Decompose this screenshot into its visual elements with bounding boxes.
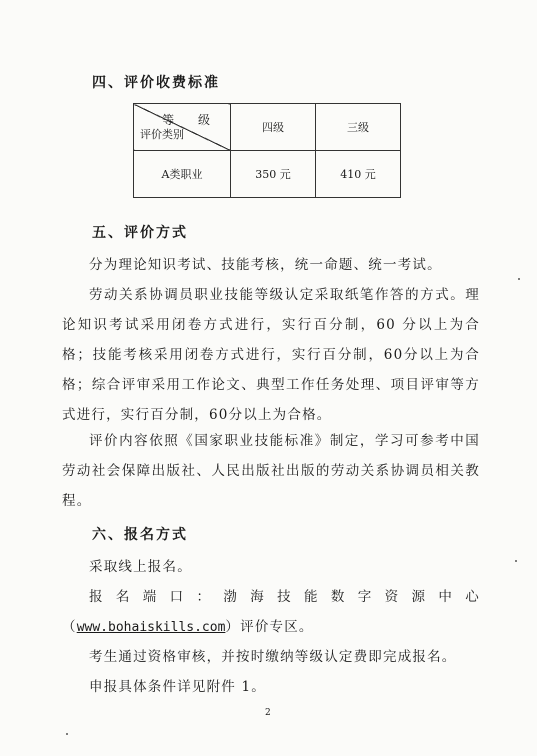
fee-level-3: 410 元 bbox=[316, 151, 401, 198]
scan-speck bbox=[518, 278, 520, 280]
fee-table-header-row bbox=[134, 104, 401, 151]
column-header-level-4: 四级 bbox=[231, 104, 316, 151]
signup-port-label: 报名端口：渤海技能数字资源中心（ bbox=[62, 589, 480, 635]
table-row bbox=[134, 151, 401, 198]
signup-port-suffix: ）评价专区。 bbox=[225, 619, 314, 635]
fee-level-4: 350 元 bbox=[231, 151, 316, 198]
website-link[interactable]: www.bohaiskills.com bbox=[76, 620, 226, 635]
method-paragraph-2: 劳动关系协调员职业技能等级认定采取纸笔作答的方式。理论知识考试采用闭卷方式进行，实行百分制，60 分以上为合格；技能考核采用闭卷方式进行，实行百分制，60分以上为合格；综合评审采用工作论文、典型工作任务处理、项目评审等方式进行，实行百分制，60分以上为合格。 bbox=[62, 287, 480, 423]
row-category: A类职业 bbox=[134, 151, 231, 198]
signup-paragraph-1: 采取线上报名。 bbox=[89, 559, 192, 575]
fee-table bbox=[133, 103, 401, 198]
corner-label-category: 评价类别 bbox=[140, 128, 184, 141]
method-paragraph-1: 分为理论知识考试、技能考核，统一命题、统一考试。 bbox=[89, 257, 442, 273]
signup-paragraph-3: 考生通过资格审核，并按时缴纳等级认定费即完成报名。 bbox=[89, 649, 457, 665]
scan-speck bbox=[515, 560, 517, 562]
section-heading-signup: 六、报名方式 bbox=[92, 527, 188, 543]
scan-speck bbox=[66, 733, 68, 735]
method-paragraph-3: 评价内容依照《国家职业技能标准》制定，学习可参考中国劳动社会保障出版社、人民出版社出版的劳动关系协调员相关教程。 bbox=[62, 433, 480, 509]
section-heading-fees: 四、评价收费标准 bbox=[92, 75, 220, 91]
fee-table-corner-cell bbox=[134, 104, 231, 151]
corner-label-level: 等 级 bbox=[162, 113, 220, 127]
signup-paragraph-2 bbox=[62, 582, 480, 643]
column-header-level-3: 三级 bbox=[316, 104, 401, 151]
page-number: 2 bbox=[265, 708, 271, 718]
section-heading-method: 五、评价方式 bbox=[92, 225, 188, 241]
signup-paragraph-4: 申报具体条件详见附件 1。 bbox=[89, 679, 266, 695]
